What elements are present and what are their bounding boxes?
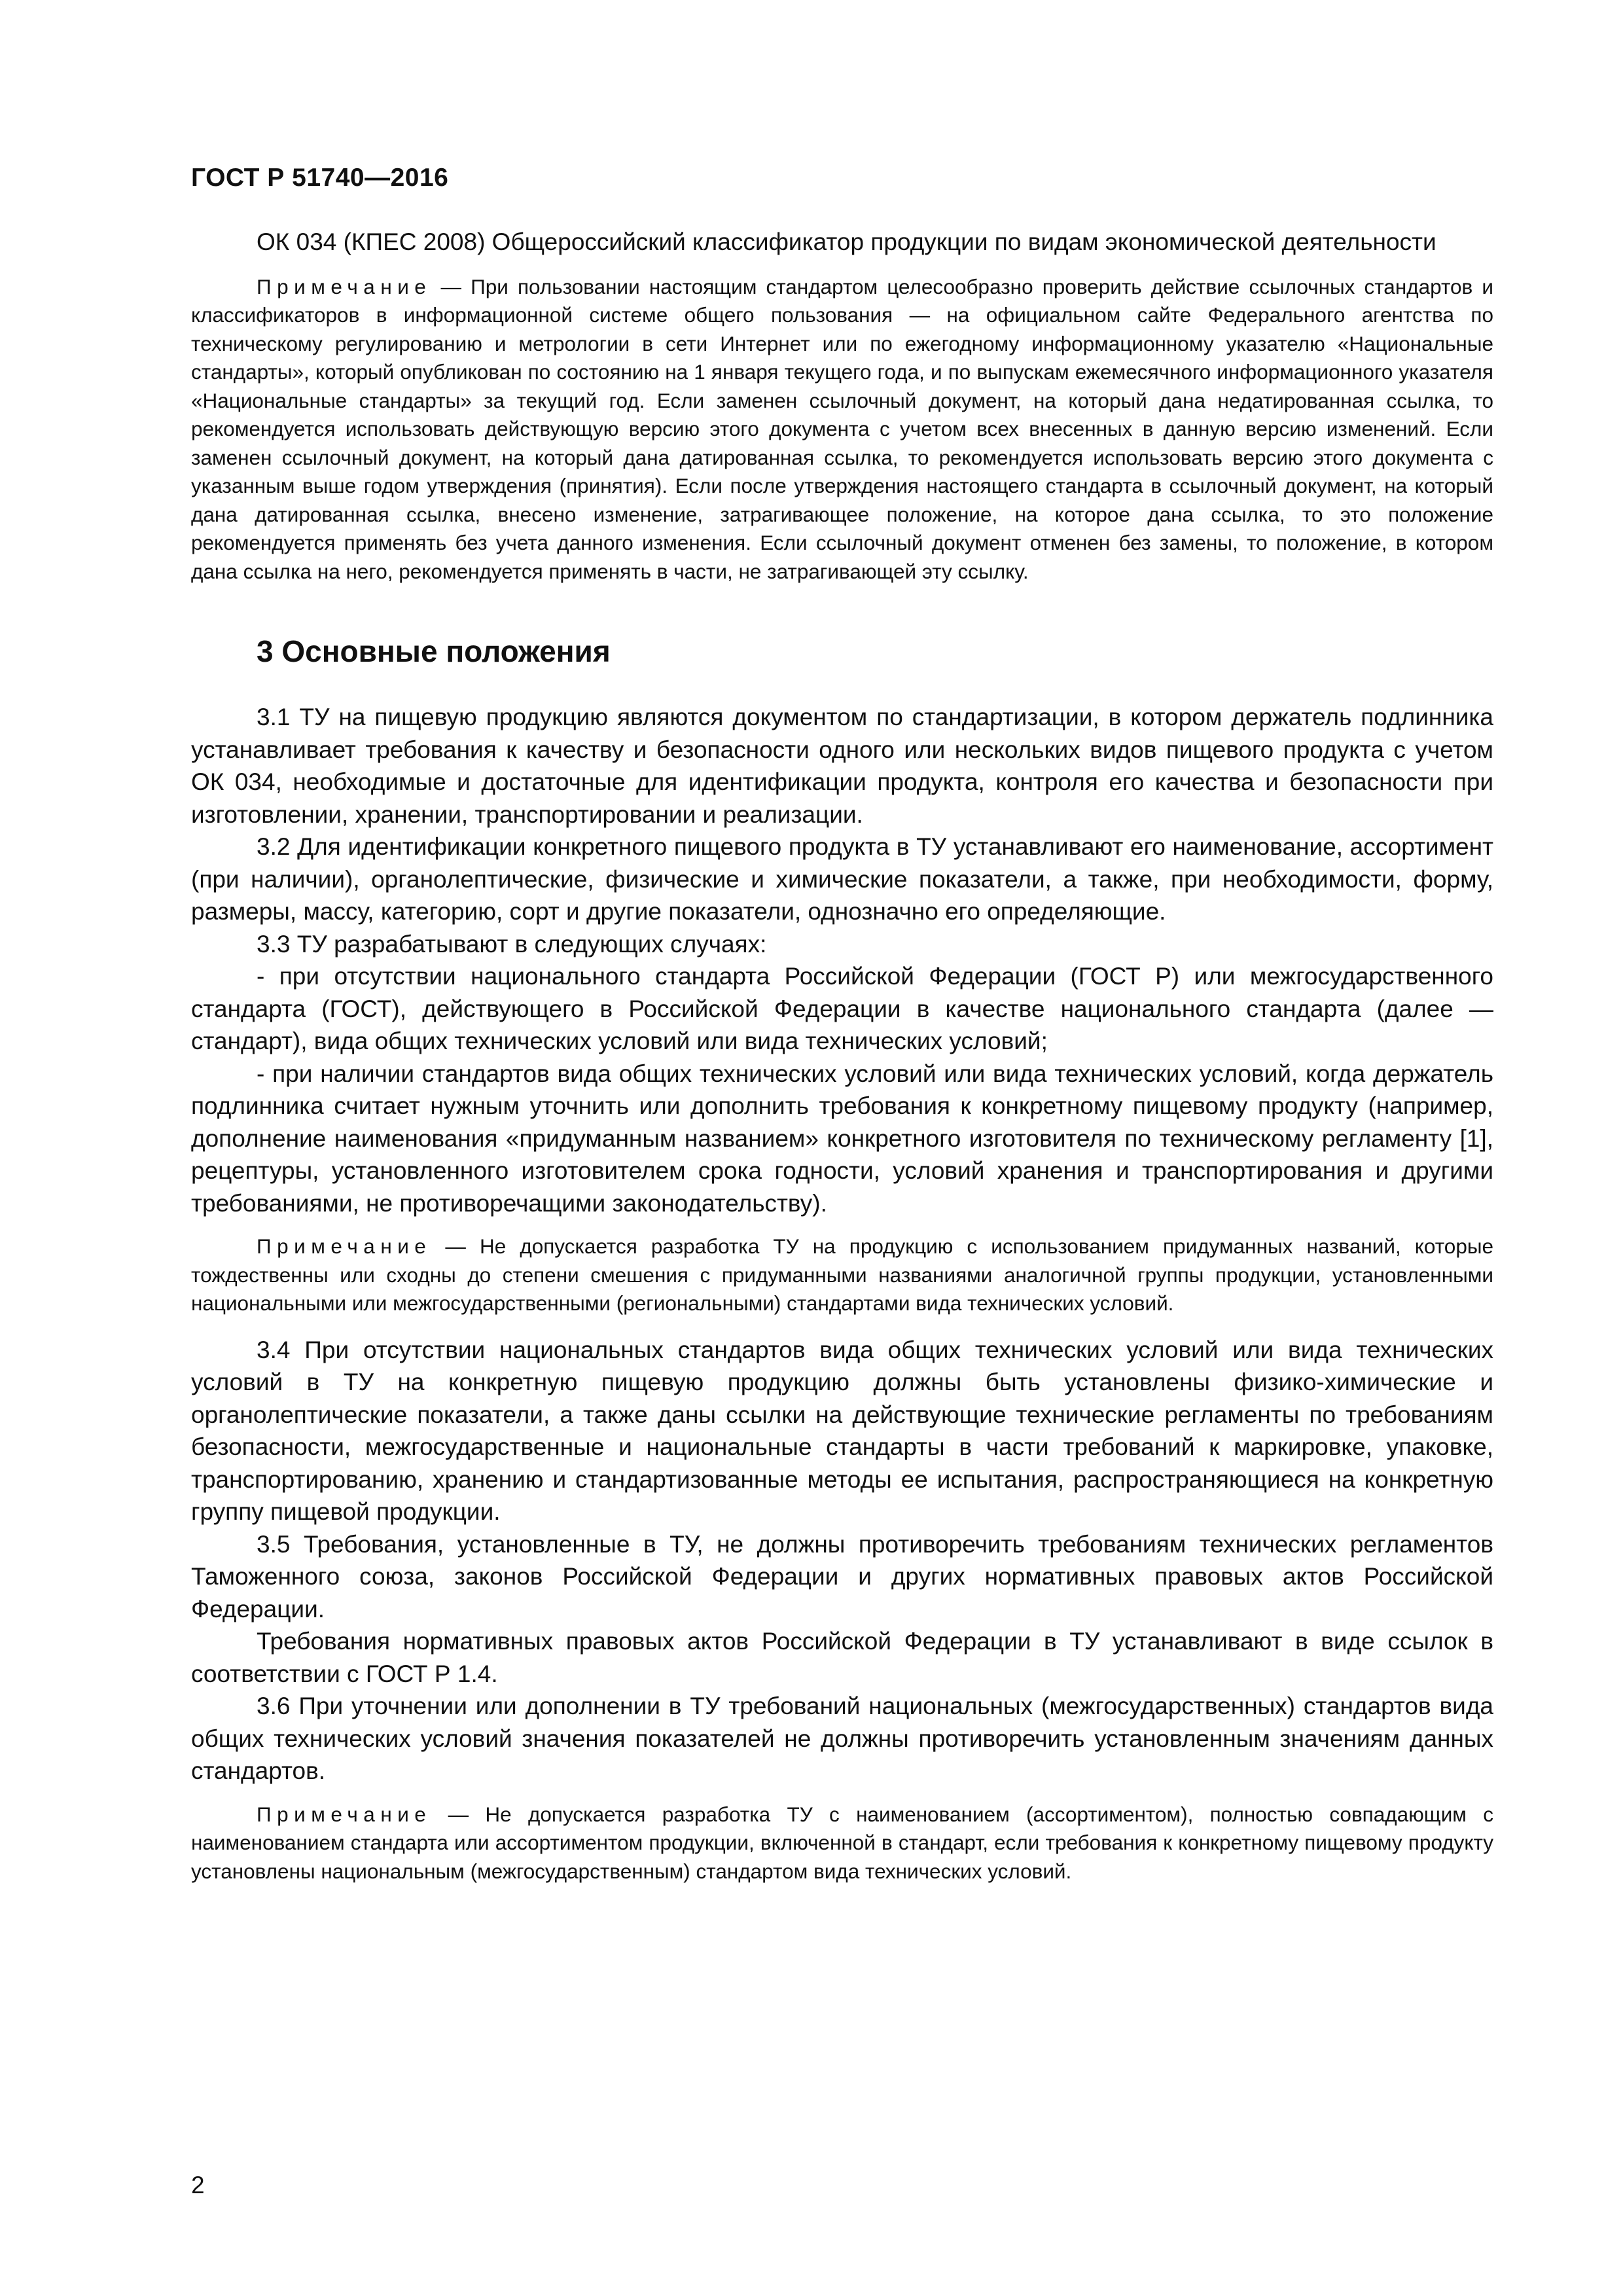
clause-3-4: 3.4 При отсутствии национальных стандартов вида общих технических условий или вида технических условий в ТУ на конкретную пищевую продукцию должны быть установлены физико-химические и органолептические показатели, а также даны ссылки на действующие технические регламенты по требованиям безопасности, межгосударственные и национальные стандарты в части требований к маркировке, упаковке, транспортированию, хранению и стандартизованные методы ее испытания, распространяющиеся на конкретную группу пищевой продукции. — [191, 1336, 1493, 1525]
clause-3-3-item-b: - при наличии стандартов вида общих технических условий или вида технических условий, когда держатель подлинника считает нужным уточнить или дополнить требования к конкретному пищевому продукту (например, дополнение наименования «придуманным названием» конкретного изготовителя по техническому регламенту [1], рецептуры, установленного изготовителем срока годности, условий хранения и транспортирования и другими требованиями, не противоречащими законодательству). — [191, 1060, 1493, 1217]
section-3-title: 3 Основные положения — [257, 634, 611, 668]
document-code-header: ГОСТ Р 51740—2016 — [191, 164, 449, 192]
clause-3-3: 3.3 ТУ разрабатывают в следующих случаях: — [257, 930, 767, 958]
clause-3-1: 3.1 ТУ на пищевую продукцию являются документом по стандартизации, в котором держатель подлинника устанавливает требования к качеству и безопасности одного или нескольких видов пищевого продукта с учетом ОК 034, необходимые и достаточные для идентификации продукта, контроля его качества и безопасности при изготовлении, хранении, транспортировании и реализации. — [191, 704, 1493, 828]
note-label: Примечание — [257, 1234, 432, 1258]
note-label: Примечание — [257, 274, 432, 298]
page-number: 2 — [191, 2172, 205, 2198]
note-references — [191, 273, 1493, 586]
note-label: Примечание — [257, 1802, 432, 1826]
clause-3-6: 3.6 При уточнении или дополнении в ТУ требований национальных (межгосударственных) стандартов вида общих технических условий значения показателей не должны противоречить установленным значениям данных стандартов. — [191, 1693, 1493, 1784]
note-invented-names — [191, 1232, 1493, 1318]
note-assortment — [191, 1801, 1493, 1886]
document-body — [191, 226, 1493, 1886]
note-text: — Не допускается разработка ТУ с наименованием (ассортиментом), полностью совпадающим с наименованием стандарта или ассортиментом продукции, включенной в стандарт, если требования к конкретному пищевому продукту установлены национальным (межгосударственным) стандартом вида технических условий. — [191, 1802, 1493, 1883]
clause-3-5-continuation: Требования нормативных правовых актов Российской Федерации в ТУ устанавливают в виде ссылок в соответствии с ГОСТ Р 1.4. — [191, 1628, 1493, 1687]
clause-3-5: 3.5 Требования, установленные в ТУ, не должны противоречить требованиям технических регламентов Таможенного союза, законов Российской Федерации и других нормативных правовых актов Российской Федерации. — [191, 1530, 1493, 1623]
clause-3-2: 3.2 Для идентификации конкретного пищевого продукта в ТУ устанавливают его наименование, ассортимент (при наличии), органолептические, физические и химические показатели, а также, при необходимости, форму, размеры, массу, категорию, сорт и другие показатели, однозначно его определяющие. — [191, 833, 1493, 925]
clause-3-3-item-a: - при отсутствии национального стандарта Российской Федерации (ГОСТ Р) или межгосударственного стандарта (ГОСТ), действующего в Российской Федерации в качестве национального стандарта (далее — стандарт), вида общих технических условий или вида технических условий; — [191, 963, 1493, 1054]
reference-ok034: ОК 034 (КПЕС 2008) Общероссийский классификатор продукции по видам экономической деятельности — [257, 228, 1436, 255]
note-text: — Не допускается разработка ТУ на продукцию с использованием придуманных названий, которые тождественны или сходны до степени смешения с придуманными названиями аналогичной группы продукции, установленными национальными или межгосударственными (региональными) стандартами вида технических условий. — [191, 1234, 1493, 1315]
note-text: — При пользовании настоящим стандартом целесообразно проверить действие ссылочных стандартов и классификаторов в информационной системе общего пользования — на официальном сайте Федерального агентства по техническому регулированию и метрологии в сети Интернет или по ежегодному информационному указателю «Национальные стандарты», который опубликован по состоянию на 1 января текущего года, и по выпускам ежемесячного информационного указателя «Национальные стандарты» за текущий год. Если заменен ссылочный документ, на который дана недатированная ссылка, то рекомендуется использовать действующую версию этого документа с учетом всех внесенных в данную версию изменений. Если заменен ссылочный документ, на который дана датированная ссылка, то рекомендуется использовать версию этого документа с указанным выше годом утверждения (принятия). Если после утверждения настоящего стандарта в ссылочный документ, на который дана датированная ссылка, внесено изменение, затрагивающее положение, на которое дана ссылка, то это положение рекомендуется применять без учета данного изменения. Если ссылочный документ отменен без замены, то положение, в котором дана ссылка на него, рекомендуется применять в части, не затрагивающей эту ссылку. — [191, 274, 1493, 583]
